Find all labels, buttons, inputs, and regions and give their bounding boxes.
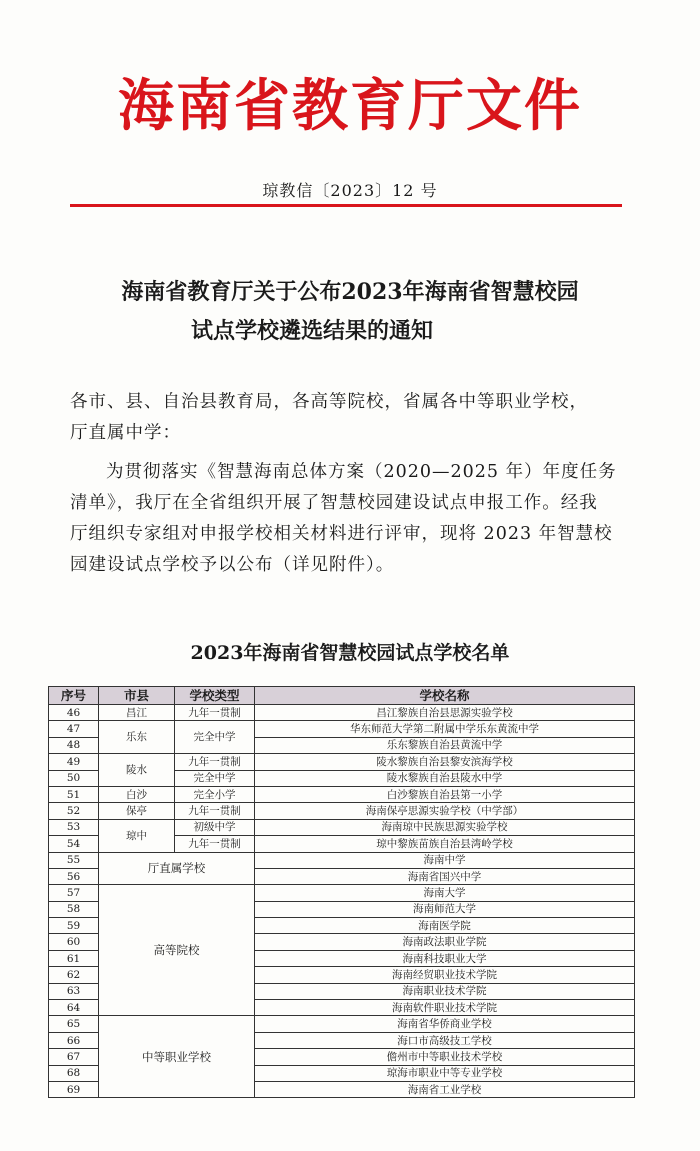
row-no: 64 [49,1000,99,1016]
row-no: 62 [49,967,99,983]
row-school: 乐东黎族自治县黄流中学 [255,737,635,753]
row-city: 琼中 [99,819,175,852]
red-divider [70,204,622,207]
document-number: 琼教信〔2023〕12 号 [262,181,438,200]
row-no: 59 [49,918,99,934]
row-school: 海南省工业学校 [255,1081,635,1097]
row-no: 60 [49,934,99,950]
header-no: 序号 [49,687,99,705]
body-line: 清单》，我厅在全省组织开展了智慧校园建设试点申报工作。经我 [70,493,598,513]
header-type: 学校类型 [175,687,255,705]
row-type: 九年一贯制 [175,705,255,721]
row-type: 完全中学 [175,721,255,754]
notice-title-line1: 海南省教育厅关于公布2023年海南省智慧校园 [121,279,579,305]
table-row [49,1016,635,1032]
row-school: 海南中学 [255,852,635,868]
row-city: 保亭 [99,803,175,819]
row-school: 昌江黎族自治县思源实验学校 [255,705,635,721]
row-school: 海南琼中民族思源实验学校 [255,819,635,835]
row-no: 46 [49,705,99,721]
row-no: 58 [49,901,99,917]
row-school: 海南省国兴中学 [255,868,635,884]
addressee [70,387,630,449]
row-school: 海南政法职业学院 [255,934,635,950]
row-no: 48 [49,737,99,753]
row-school: 海南省华侨商业学校 [255,1016,635,1032]
row-no: 56 [49,868,99,884]
school-list-table [48,686,635,1098]
row-school: 琼海市职业中等专业学校 [255,1065,635,1081]
row-no: 61 [49,950,99,966]
table-row [49,754,635,770]
row-no: 68 [49,1065,99,1081]
row-no: 52 [49,803,99,819]
table-row [49,803,635,819]
row-no: 47 [49,721,99,737]
row-type: 初级中学 [175,819,255,835]
org-file-header: 海南省教育厅文件 [118,74,582,139]
table-row [49,819,635,835]
row-no: 54 [49,836,99,852]
row-no: 69 [49,1081,99,1097]
row-school: 海南师范大学 [255,901,635,917]
row-group: 中等职业学校 [99,1016,255,1098]
notice-body [70,457,630,581]
header-name: 学校名称 [255,687,635,705]
table-row [49,885,635,901]
row-city: 陵水 [99,754,175,787]
table-row [49,705,635,721]
row-school: 儋州市中等职业技术学校 [255,1049,635,1065]
row-group: 高等院校 [99,885,255,1016]
row-type: 九年一贯制 [175,754,255,770]
row-no: 67 [49,1049,99,1065]
row-no: 63 [49,983,99,999]
row-school: 海口市高级技工学校 [255,1032,635,1048]
notice-title-line2: 试点学校遴选结果的通知 [190,318,433,344]
row-type: 完全小学 [175,786,255,802]
row-no: 66 [49,1032,99,1048]
row-school: 琼中黎族苗族自治县湾岭学校 [255,836,635,852]
row-no: 49 [49,754,99,770]
row-city: 昌江 [99,705,175,721]
body-line: 厅组织专家组对申报学校相关材料进行评审，现将 2023 年智慧校 [70,524,613,544]
row-type: 完全中学 [175,770,255,786]
row-group: 厅直属学校 [99,852,255,885]
body-line-text: 为贯彻落实《智慧海南总体方案（2020—2025 年）年度任务 [106,462,617,482]
row-type: 九年一贯制 [175,803,255,819]
row-no: 65 [49,1016,99,1032]
row-no: 53 [49,819,99,835]
row-no: 55 [49,852,99,868]
row-school: 海南大学 [255,885,635,901]
row-school: 陵水黎族自治县陵水中学 [255,770,635,786]
table-row [49,786,635,802]
addressee-line: 各市、县、自治县教育局，各高等院校，省属各中等职业学校， [70,392,588,412]
table-header-row [49,687,635,705]
addressee-line: 厅直属中学： [70,423,181,443]
row-school: 华东师范大学第二附属中学乐东黄流中学 [255,721,635,737]
table-row [49,721,635,737]
row-school: 白沙黎族自治县第一小学 [255,786,635,802]
row-city: 白沙 [99,786,175,802]
row-no: 57 [49,885,99,901]
row-type: 九年一贯制 [175,836,255,852]
row-city: 乐东 [99,721,175,754]
row-school: 海南软件职业技术学院 [255,1000,635,1016]
body-line [70,457,630,488]
row-school: 海南职业技术学院 [255,983,635,999]
row-school: 海南经贸职业技术学院 [255,967,635,983]
row-school: 海南科技职业大学 [255,950,635,966]
body-line: 园建设试点学校予以公布（详见附件）。 [70,555,395,575]
header-city: 市县 [99,687,175,705]
row-school: 海南保亭思源实验学校（中学部） [255,803,635,819]
table-row [49,852,635,868]
row-school: 陵水黎族自治县黎安滨海学校 [255,754,635,770]
row-school: 海南医学院 [255,918,635,934]
table-title: 2023年海南省智慧校园试点学校名单 [190,642,510,664]
row-no: 51 [49,786,99,802]
row-no: 50 [49,770,99,786]
